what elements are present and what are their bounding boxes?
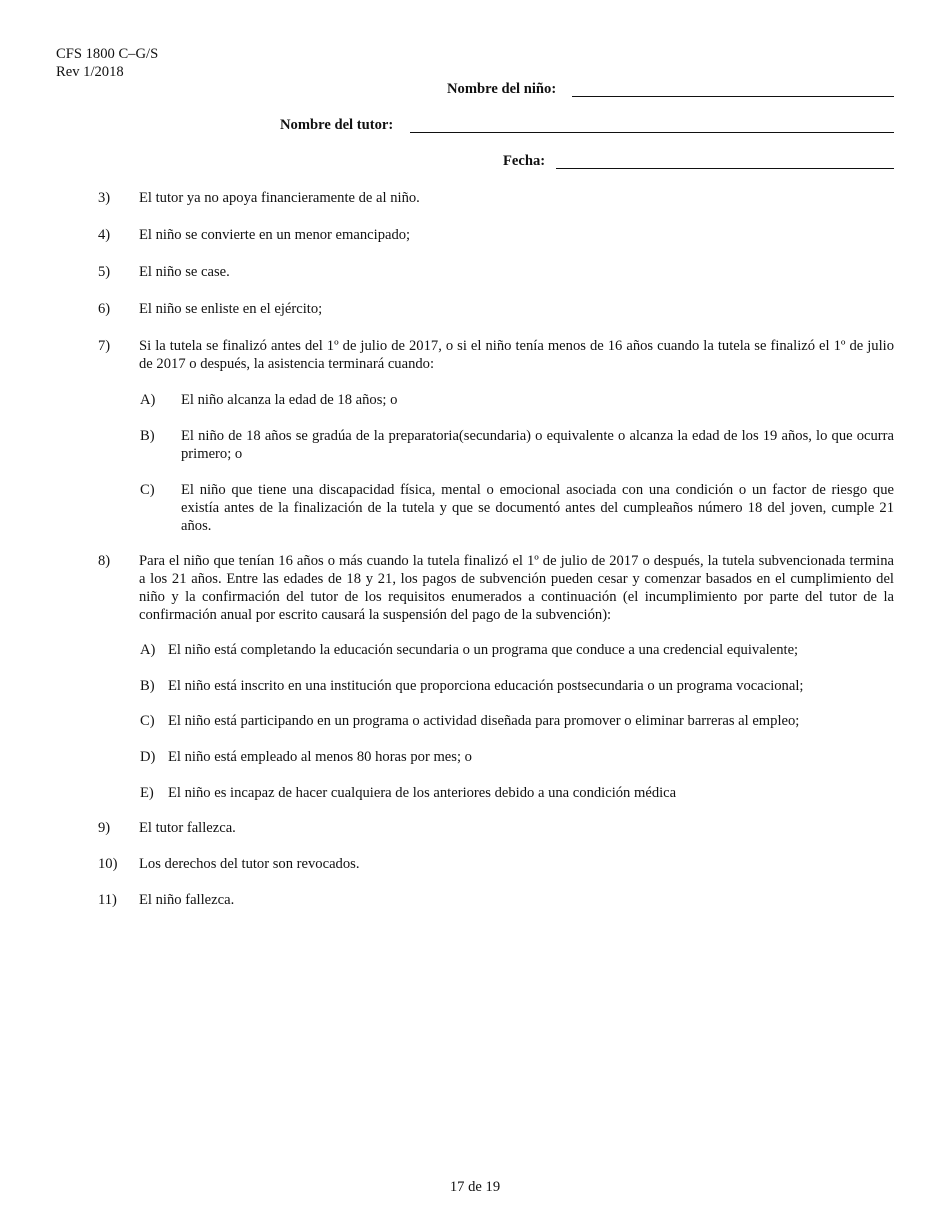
item-number: 8) <box>98 553 111 569</box>
item-number: 9) <box>98 820 111 836</box>
sub-text: El niño de 18 años se gradúa de la preparatoria(secundaria) o equivalente o alcanza la edad de los 19 años, lo que ocurra primero; o <box>181 428 894 462</box>
sub-text: El niño alcanza la edad de 18 años; o <box>181 392 398 408</box>
list-item-5 <box>98 263 894 281</box>
list-item-11 <box>98 891 894 909</box>
item-text: El tutor ya no apoya financieramente de al niño. <box>139 190 420 206</box>
sub-letter: D) <box>140 749 156 765</box>
item-number: 11) <box>98 892 117 908</box>
item-number: 3) <box>98 190 111 206</box>
sub-letter: E) <box>140 785 154 801</box>
item-8-sub-b <box>140 677 894 695</box>
sub-letter: B) <box>140 678 155 694</box>
item-text: Para el niño que tenían 16 años o más cuando la tutela finalizó el 1º de julio de 2017 o después, la tutela subvencionada termina a los 21 años. Entre las edades de 18 y 21, los pagos de subvención pueden cesar y comenzar basados en el cumplimiento del niño y la confirmación del tutor de los requisitos enumerados a continuación (el incumplimiento por parte del tutor de la confirmación anual por escrito causará la suspensión del pago de la subvención): <box>139 553 894 623</box>
sub-text: El niño está participando en un programa o actividad diseñada para promover o eliminar barreras al empleo; <box>168 713 800 729</box>
list-item-4 <box>98 226 894 244</box>
list-item-6 <box>98 300 894 318</box>
item-number: 6) <box>98 301 111 317</box>
item-number: 5) <box>98 264 111 280</box>
item-7-sub-c <box>140 481 894 535</box>
date-field[interactable] <box>556 168 894 169</box>
list-item-3 <box>98 189 894 207</box>
list-item-8 <box>98 552 894 624</box>
sub-text: El niño está completando la educación secundaria o un programa que conduce a una credencial equivalente; <box>168 642 799 658</box>
list-item-7 <box>98 337 894 373</box>
page-number: 17 de 19 <box>449 1179 501 1195</box>
form-id: CFS 1800 C–G/S <box>56 46 159 62</box>
item-8-sub-e <box>140 784 894 802</box>
sub-text: El niño está inscrito en una institución que proporciona educación postsecundaria o un programa vocacional; <box>168 678 804 694</box>
form-revision: Rev 1/2018 <box>56 64 124 80</box>
sub-text: El niño que tiene una discapacidad física, mental o emocional asociada con una condición o un factor de riesgo que existía antes de la finalización de la tutela y que se documentó antes del cumpleaños número 18 del joven, cumple 21 años. <box>181 482 894 534</box>
form-header <box>56 45 158 81</box>
item-7-sub-a <box>140 391 894 409</box>
item-text: El niño fallezca. <box>139 892 235 908</box>
item-number: 4) <box>98 227 111 243</box>
item-8-sub-d <box>140 748 894 766</box>
item-8-sub-a <box>140 641 894 659</box>
child-name-label: Nombre del niño: <box>447 81 557 97</box>
guardian-name-field[interactable] <box>410 132 894 133</box>
item-number: 10) <box>98 856 118 872</box>
item-text: El niño se enliste en el ejército; <box>139 301 323 317</box>
list-item-9 <box>98 819 894 837</box>
sub-text: El niño está empleado al menos 80 horas por mes; o <box>168 749 472 765</box>
child-name-field[interactable] <box>572 96 894 97</box>
date-label: Fecha: <box>503 153 546 169</box>
item-text: El niño se case. <box>139 264 230 280</box>
sub-letter: A) <box>140 392 156 408</box>
sub-letter: C) <box>140 482 155 498</box>
sub-letter: B) <box>140 428 155 444</box>
list-item-10 <box>98 855 894 873</box>
item-text: El tutor fallezca. <box>139 820 236 836</box>
item-number: 7) <box>98 338 111 354</box>
item-8-sub-c <box>140 712 894 730</box>
sub-letter: A) <box>140 642 156 658</box>
item-text: Los derechos del tutor son revocados. <box>139 856 360 872</box>
item-7-sub-b <box>140 427 894 463</box>
item-text: Si la tutela se finalizó antes del 1º de julio de 2017, o si el niño tenía menos de 16 años cuando la tutela se finalizó el 1º de julio de 2017 o después, la asistencia terminará cuando: <box>139 338 894 372</box>
item-text: El niño se convierte en un menor emancipado; <box>139 227 411 243</box>
sub-text: El niño es incapaz de hacer cualquiera de los anteriores debido a una condición médica <box>168 785 677 801</box>
sub-letter: C) <box>140 713 155 729</box>
guardian-name-label: Nombre del tutor: <box>280 117 394 133</box>
